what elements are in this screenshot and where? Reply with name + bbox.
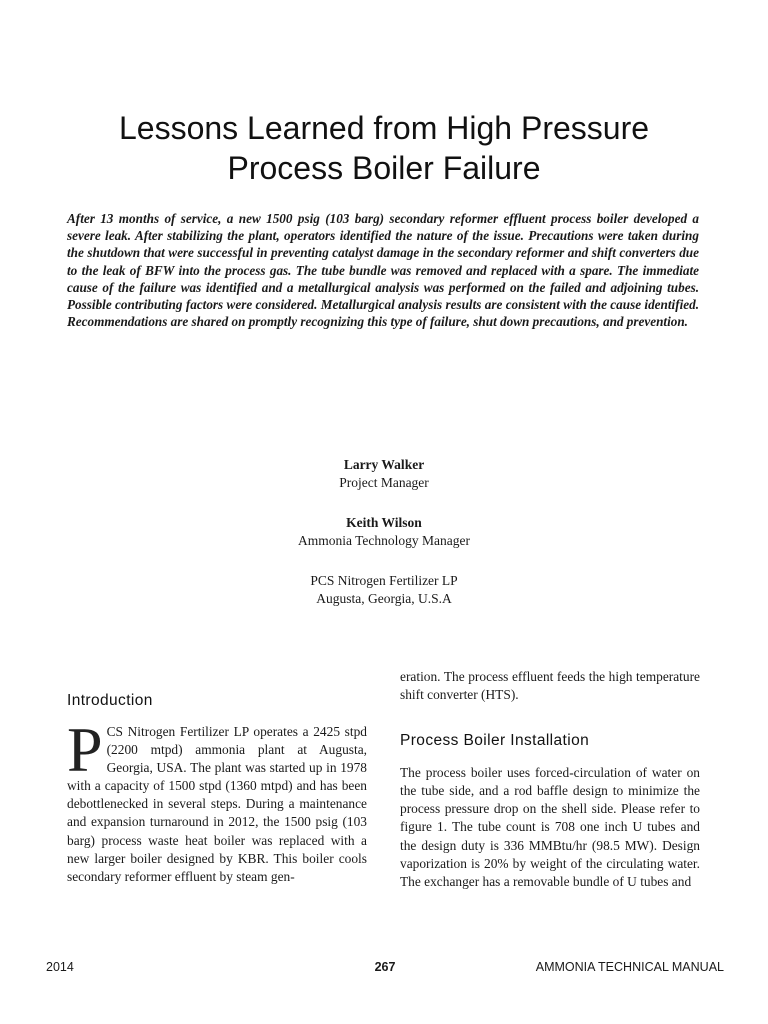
author-block <box>184 456 584 608</box>
page-number: 267 <box>374 960 396 974</box>
installation-heading: Process Boiler Installation <box>400 732 590 750</box>
author-role-2: Ammonia Technology Manager <box>297 533 470 548</box>
affiliation-location: Augusta, Georgia, U.S.A <box>316 591 452 606</box>
page-footer <box>46 960 724 980</box>
title-line-1: Lessons Learned from High Pressure <box>118 110 650 146</box>
footer-manual-title: AMMONIA TECHNICAL MANUAL <box>535 960 724 974</box>
installation-paragraph: The process boiler uses forced-circulation of water on the tube side, and a rod baffle design to minimize the process pressure drop on the shell side. Please refer to figure 1. The tube count is 708 one inch U tubes and the design duty is 336 MMBtu/hr (98.5 MW). Design vaporization is 20% by weight of the circulating water. The exchanger has a removable bundle of U tubes and <box>400 765 700 889</box>
author-role-1: Project Manager <box>339 475 429 490</box>
abstract: After 13 months of service, a new 1500 psig (103 barg) secondary reformer effluent process boiler developed a severe leak. After stabilizing the plant, operators identified the nature of the issue. Precautions were taken during the shutdown that were successful in preventing catalyst damage in the secondary reformer and shift converters due to the leak of BFW into the process gas. The tube bundle was removed and replaced with a spare. The immediate cause of the failure was identified and a metallurgical analysis was performed on the failed and adjoining tubes. Possible contributing factors were considered. Metallurgical analysis results are consistent with the cause identified. Recommendations are shared on promptly recognizing this type of failure, shut down precautions, and prevention. <box>67 211 699 330</box>
continuation-paragraph: eration. The process effluent feeds the high temperature shift converter (HTS). <box>400 669 700 703</box>
title-line-2: Process Boiler Failure <box>227 150 541 186</box>
footer-year: 2014 <box>46 960 74 974</box>
author-name-2: Keith Wilson <box>346 515 422 530</box>
introduction-paragraph <box>67 714 367 886</box>
author-name-1: Larry Walker <box>343 457 425 472</box>
affiliation-company: PCS Nitrogen Fertilizer LP <box>310 573 458 588</box>
right-column <box>400 668 700 891</box>
paper-title <box>40 108 728 188</box>
introduction-heading: Introduction <box>67 692 153 709</box>
drop-cap: P <box>67 714 103 785</box>
left-column <box>67 692 367 886</box>
introduction-text: CS Nitrogen Fertilizer LP operates a 2425 stpd (2200 mtpd) ammonia plant at Augusta, Georgia, USA. The plant was started up in 1978 with a capacity of 1500 stpd (1360 mtpd) and has been debottlenecked in several steps. During a maintenance and expansion turnaround in 2012, the 1500 psig (103 barg) process waste heat boiler was replaced with a new larger boiler designed by KBR. This boiler cools secondary reformer effluent by steam gen- <box>67 724 367 884</box>
